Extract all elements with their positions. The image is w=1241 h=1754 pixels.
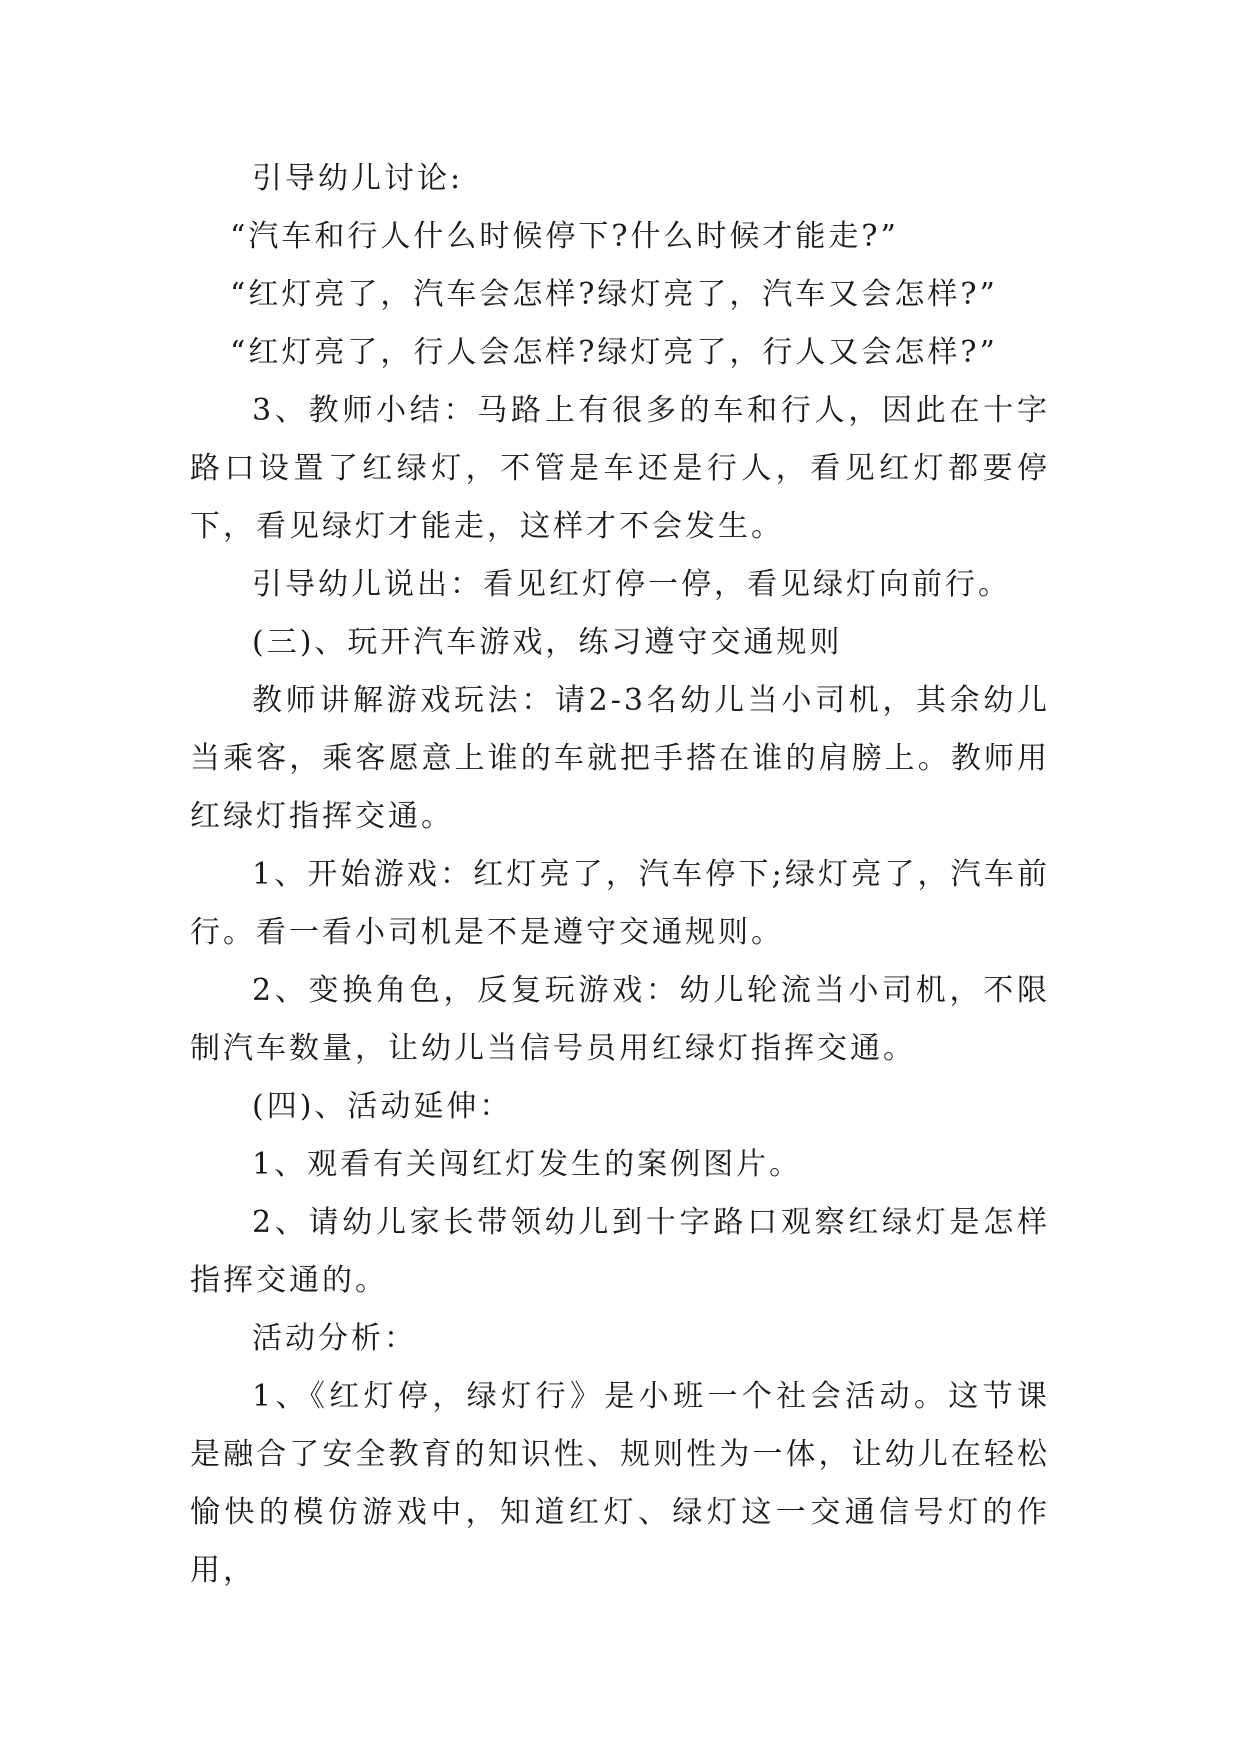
paragraph-question-1: “汽车和行人什么时候停下?什么时候才能走?” (230, 219, 899, 254)
paragraph-game-rules: 教师讲解游戏玩法：请2-3名幼儿当小司机，其余幼儿当乘客，乘客愿意上谁的车就把手搭在谁的肩膀上。教师用红绿灯指挥交通。 (190, 683, 1050, 834)
paragraph-section-three: (三)、玩开汽车游戏，练习遵守交通规则 (252, 625, 843, 660)
document-body (190, 150, 1050, 1600)
paragraph-extension-1: 1、观看有关闯红灯发生的案例图片。 (252, 1147, 803, 1182)
paragraph-analysis-1: 1、《红灯停，绿灯行》是小班一个社会活动。这节课是融合了安全教育的知识性、规则性为一体，让幼儿在轻松愉快的模仿游戏中，知道红灯、绿灯这一交通信号灯的作用， (190, 1379, 1050, 1588)
paragraph-question-2: “红灯亮了，汽车会怎样?绿灯亮了，汽车又会怎样?” (230, 277, 998, 312)
paragraph-analysis-heading: 活动分析： (252, 1321, 417, 1356)
paragraph-discussion-intro: 引导幼儿讨论: (252, 161, 464, 196)
paragraph-guide-say: 引导幼儿说出：看见红灯停一停，看见绿灯向前行。 (252, 567, 1011, 602)
paragraph-switch-roles: 2、变换角色，反复玩游戏：幼儿轮流当小司机，不限制汽车数量，让幼儿当信号员用红绿灯指挥交通。 (190, 973, 1050, 1066)
paragraph-question-3: “红灯亮了，行人会怎样?绿灯亮了，行人又会怎样?” (230, 335, 998, 370)
paragraph-extension-2: 2、请幼儿家长带领幼儿到十字路口观察红绿灯是怎样指挥交通的。 (190, 1205, 1050, 1298)
paragraph-section-four: (四)、活动延伸： (252, 1089, 513, 1124)
paragraph-teacher-summary: 3、教师小结：马路上有很多的车和行人，因此在十字路口设置了红绿灯，不管是车还是行人，看见红灯都要停下，看见绿灯才能走，这样才不会发生。 (190, 393, 1050, 544)
paragraph-start-game: 1、开始游戏：红灯亮了，汽车停下;绿灯亮了，汽车前行。看一看小司机是不是遵守交通规则。 (190, 857, 1050, 950)
